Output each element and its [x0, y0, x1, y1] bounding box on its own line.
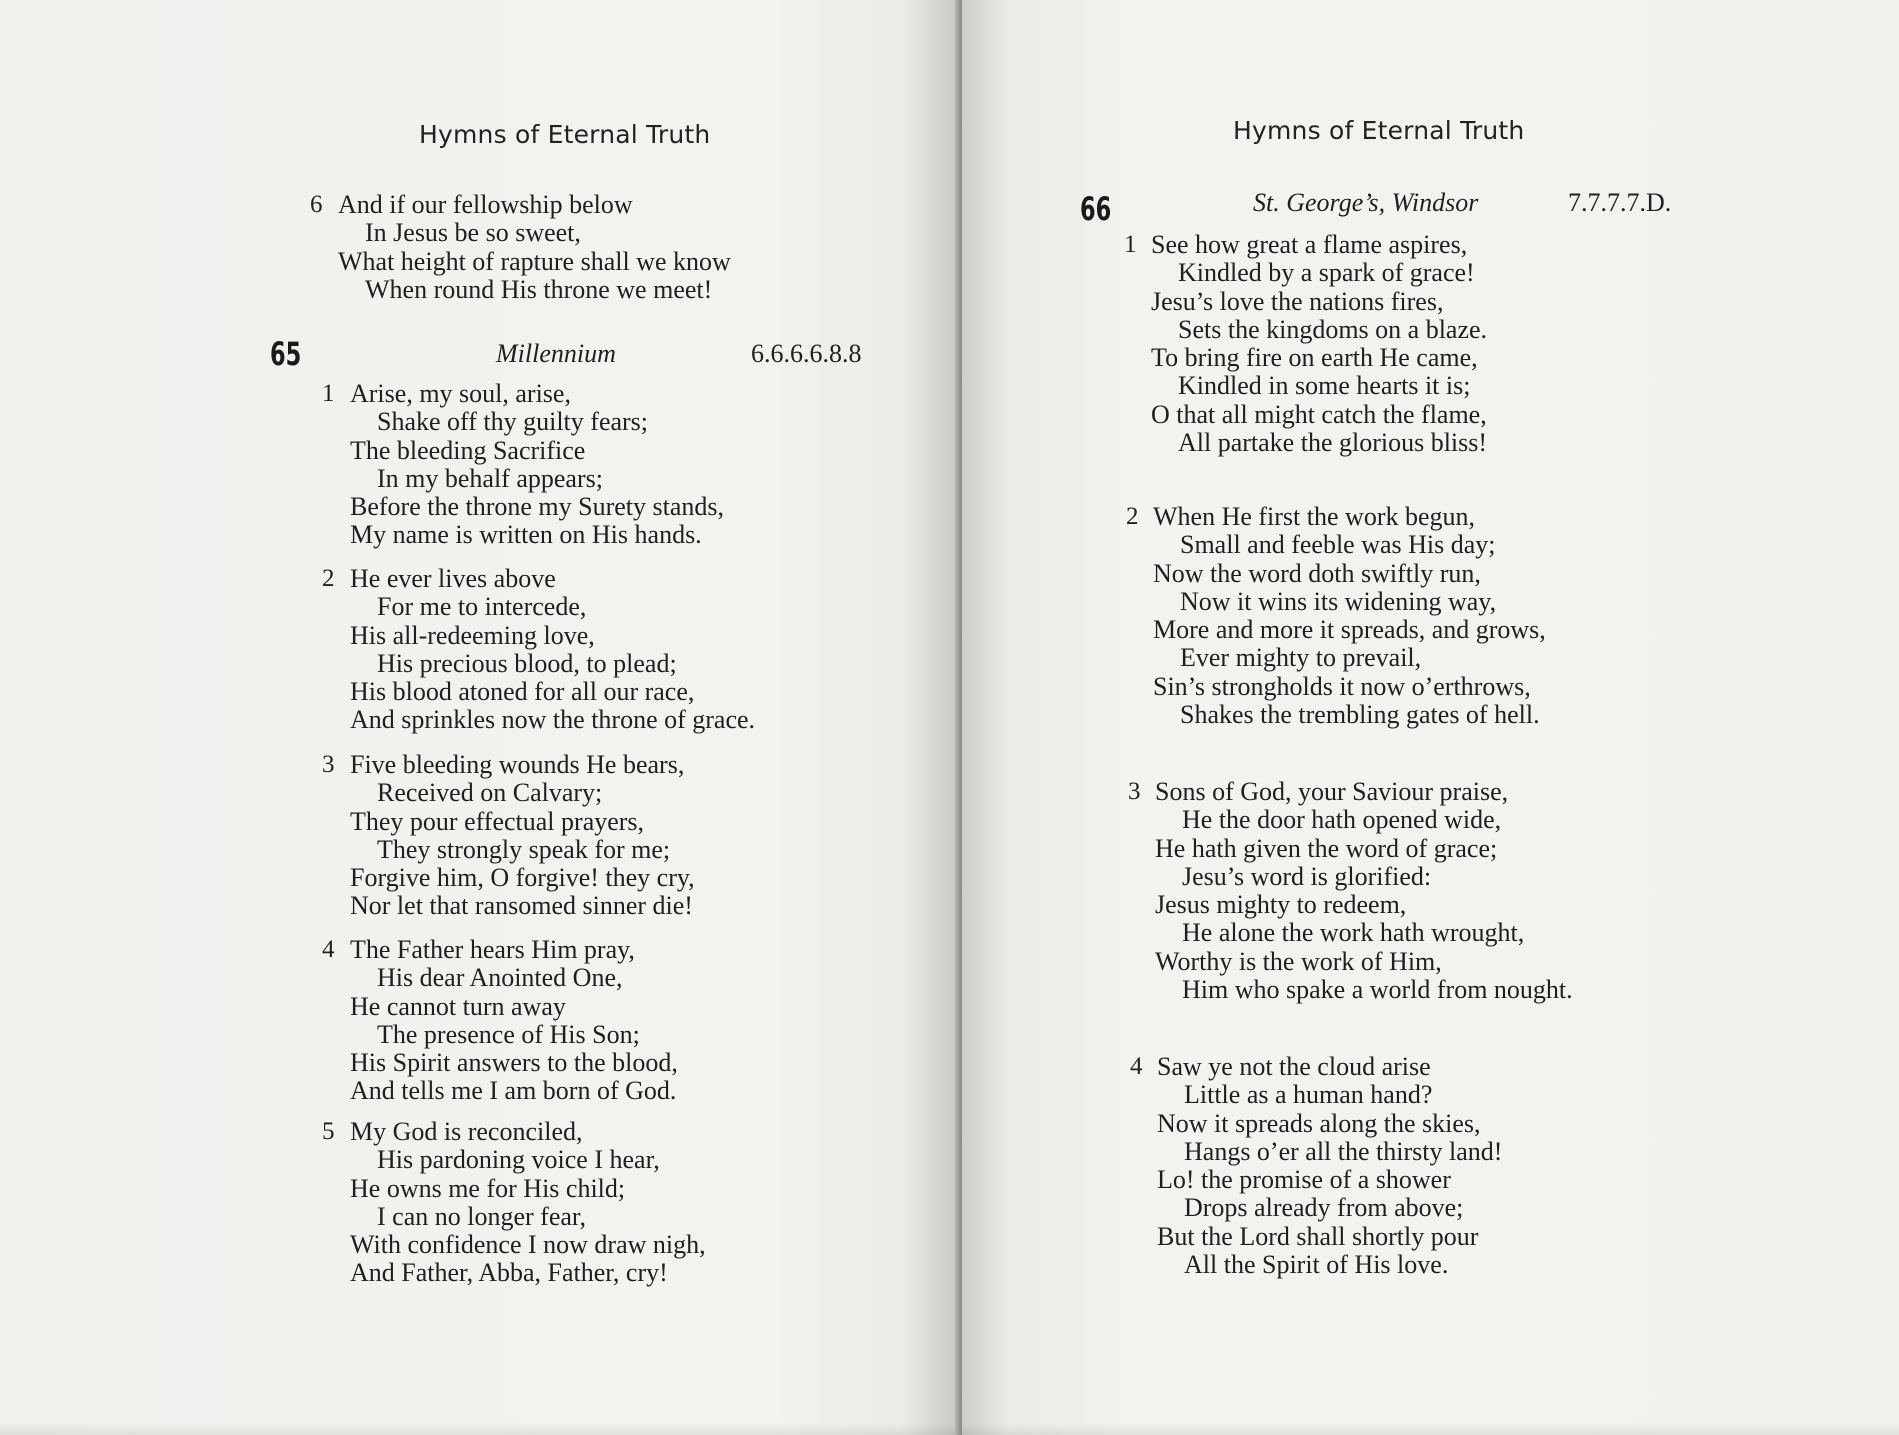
verse-line: In my behalf appears;: [377, 463, 603, 493]
verse-line: Kindled in some hearts it is;: [1178, 371, 1471, 401]
verse-line: They strongly speak for me;: [377, 834, 671, 864]
running-head: Hymns of Eternal Truth: [1233, 116, 1525, 145]
verse-line: Ever mighty to prevail,: [1180, 643, 1422, 673]
verse-line: What height of rapture shall we know: [338, 246, 731, 276]
verse-line: His blood atoned for all our race,: [350, 677, 695, 707]
verse-number: 1: [1124, 231, 1137, 258]
verse-line: He owns me for His child;: [350, 1173, 626, 1203]
verse-line: He the door hath opened wide,: [1182, 805, 1502, 835]
verse-line: Hangs o’er all the thirsty land!: [1184, 1136, 1503, 1166]
verse-line: O that all might catch the flame,: [1151, 399, 1487, 429]
verse-line: Received on Calvary;: [377, 778, 603, 808]
verse-line: The Father hears Him pray,: [350, 935, 635, 964]
verse: [322, 751, 695, 921]
meter: 7.7.7.7.D.: [1568, 188, 1672, 217]
page-edge: [0, 1423, 960, 1435]
verse-number: 5: [322, 1118, 335, 1145]
verse-line: All partake the glorious bliss!: [1178, 428, 1488, 458]
verse-line: Jesus mighty to redeem,: [1155, 890, 1407, 920]
verse-line: Now the word doth swiftly run,: [1153, 558, 1481, 588]
verse-number: 4: [322, 936, 335, 963]
verse-line: His precious blood, to plead;: [377, 648, 677, 678]
verse-line: See how great a flame aspires,: [1151, 230, 1468, 259]
verse-line: Sons of God, your Saviour praise,: [1155, 777, 1509, 806]
verse-line: Forgive him, O forgive! they cry,: [350, 863, 695, 893]
verse: [1128, 778, 1573, 1004]
verse-line: Before the throne my Surety stands,: [350, 492, 725, 522]
verse-line: Arise, my soul, arise,: [350, 379, 571, 408]
verse-line: They pour effectual prayers,: [350, 806, 645, 836]
verse-line: Shake off thy guilty fears;: [377, 407, 649, 437]
verse-line: Drops already from above;: [1184, 1193, 1464, 1223]
verse: [322, 1118, 706, 1288]
verse-line: His Spirit answers to the blood,: [350, 1048, 678, 1078]
verse-line: His dear Anointed One,: [377, 963, 623, 993]
verse: [322, 380, 724, 550]
verse-number: 1: [322, 380, 335, 407]
verse-line: When round His throne we meet!: [365, 274, 713, 304]
verse-line: Now it spreads along the skies,: [1157, 1108, 1481, 1138]
verse-line: Little as a human hand?: [1184, 1080, 1433, 1110]
verse-line: And sprinkles now the throne of grace.: [350, 705, 756, 735]
verse-line: Small and feeble was His day;: [1180, 530, 1496, 560]
verse-line: All the Spirit of His love.: [1184, 1250, 1449, 1280]
verse-number: 3: [322, 751, 335, 778]
verse: [322, 936, 678, 1106]
verse-line: Saw ye not the cloud arise: [1157, 1052, 1431, 1081]
hymn-number: 65: [270, 335, 302, 373]
verse-line: Sin’s strongholds it now o’erthrows,: [1153, 671, 1531, 701]
verse-number: 6: [310, 191, 323, 218]
verse-line: He ever lives above: [350, 564, 556, 593]
verse-line: Jesu’s love the nations fires,: [1151, 286, 1444, 316]
hymn-number: 66: [1080, 190, 1112, 228]
verse-line: But the Lord shall shortly pour: [1157, 1221, 1479, 1251]
verse-line: Worthy is the work of Him,: [1155, 946, 1442, 976]
verse-line: Kindled by a spark of grace!: [1178, 258, 1475, 288]
tune-name: Millennium: [496, 339, 616, 368]
verse-line: His all-redeeming love,: [350, 620, 595, 650]
verse-number: 3: [1128, 778, 1141, 805]
verse-line: To bring fire on earth He came,: [1151, 343, 1478, 373]
verse-line: Nor let that ransomed sinner die!: [350, 891, 693, 921]
verse: [1124, 231, 1487, 457]
verse-line: The presence of His Son;: [377, 1019, 640, 1049]
verse-line: With confidence I now draw nigh,: [350, 1230, 706, 1260]
verse-line: And if our fellowship below: [338, 190, 633, 219]
verse-number: 2: [1126, 503, 1139, 530]
verse-line: He hath given the word of grace;: [1155, 833, 1498, 863]
verse-line: Jesu’s word is glorified:: [1182, 861, 1432, 891]
tune-name: St. George’s, Windsor: [1253, 188, 1479, 217]
verse-line: And Father, Abba, Father, cry!: [350, 1258, 668, 1288]
running-head: Hymns of Eternal Truth: [419, 120, 711, 149]
verse-line: More and more it spreads, and grows,: [1153, 615, 1546, 645]
verse-line: In Jesus be so sweet,: [365, 218, 581, 248]
verse-number: 2: [322, 565, 335, 592]
verse-line: I can no longer fear,: [377, 1201, 587, 1231]
verse-line: Sets the kingdoms on a blaze.: [1178, 314, 1488, 344]
verse-line: Him who spake a world from nought.: [1182, 975, 1573, 1005]
verse-line: My God is reconciled,: [350, 1117, 583, 1146]
verse: [1126, 503, 1546, 729]
verse-line: Five bleeding wounds He bears,: [350, 750, 685, 779]
verse-line: The bleeding Sacrifice: [350, 435, 586, 465]
verse-line: When He first the work begun,: [1153, 502, 1476, 531]
verse: [322, 565, 755, 735]
verse-line: My name is written on His hands.: [350, 520, 702, 550]
verse-line: Lo! the promise of a shower: [1157, 1165, 1451, 1195]
verse-line: Now it wins its widening way,: [1180, 586, 1497, 616]
right-page: [962, 0, 1899, 1435]
verse: [1130, 1053, 1502, 1279]
verse-line: He cannot turn away: [350, 991, 566, 1021]
verse-line: He alone the work hath wrought,: [1182, 918, 1525, 948]
continued-verse: [310, 191, 731, 304]
verse-line: For me to intercede,: [377, 592, 587, 622]
meter: 6.6.6.6.8.8: [751, 339, 862, 368]
verse-number: 4: [1130, 1053, 1143, 1080]
verse-line: And tells me I am born of God.: [350, 1076, 677, 1106]
page-edge: [962, 1423, 1899, 1435]
verse-line: His pardoning voice I hear,: [377, 1145, 660, 1175]
verse-line: Shakes the trembling gates of hell.: [1180, 700, 1540, 730]
